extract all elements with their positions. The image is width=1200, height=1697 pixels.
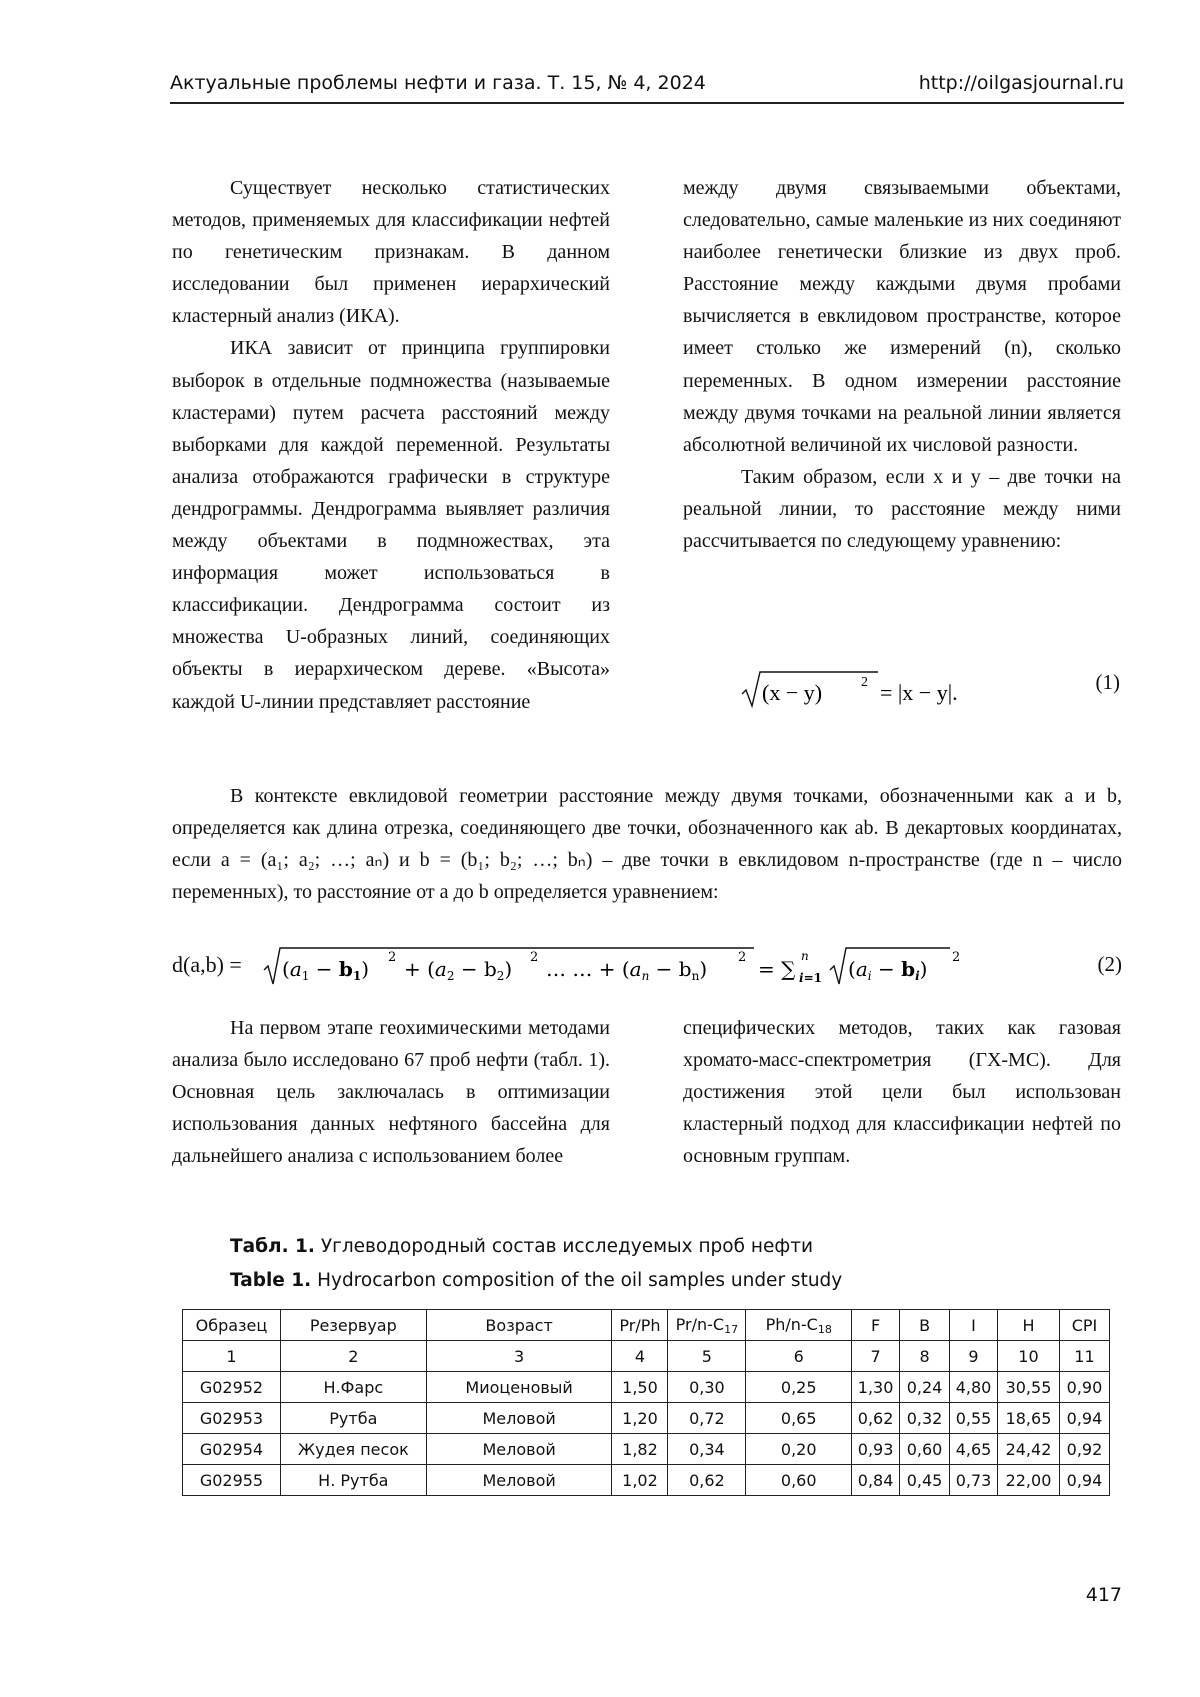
table-cell: 0,65 bbox=[746, 1403, 852, 1434]
table-cell: 0,60 bbox=[900, 1434, 950, 1465]
table-cell: Меловой bbox=[426, 1434, 612, 1465]
paragraph: специфических методов, таких как газовая хромато-масс-спектрометрия (ГХ-МС). Для достижения этой цели был использован кластерный подход для классификации нефтей по основным группам. bbox=[683, 1017, 1121, 1168]
column-header: B bbox=[900, 1310, 950, 1341]
svg-text:(ai − bi): $(a_i - b_i)$ bbox=[848, 957, 928, 983]
table-cell: 0,24 bbox=[900, 1372, 950, 1403]
table-cell: 0,84 bbox=[852, 1465, 900, 1496]
equation-1-formula bbox=[740, 668, 960, 710]
column-header: Резервуар bbox=[280, 1310, 426, 1341]
paragraph: В контексте евклидовой геометрии расстояние между двумя точками, обозначенными как a и b, определяется как длина отрезка, соединяющего две точки, обозначенного как ab. В декартовых координатах, если a = (a₁; a₂; …; aₙ) и b = (b₁; b₂; …; bₙ) – две точки в евклидовом n-пространстве (где n – число переменных), то расстояние от a до b определяется уравнением: bbox=[172, 785, 1122, 904]
running-header bbox=[170, 72, 1124, 104]
table-cell: 4,65 bbox=[950, 1434, 998, 1465]
svg-text:= |x − y|.: = |x − y|. bbox=[880, 680, 958, 705]
table-cell: 4,80 bbox=[950, 1372, 998, 1403]
table-cell: 0,60 bbox=[746, 1465, 852, 1496]
caption-text: Hydrocarbon composition of the oil samples under study bbox=[311, 1270, 843, 1291]
table-cell: 0,25 bbox=[746, 1372, 852, 1403]
table-cell: 0,92 bbox=[1059, 1434, 1109, 1465]
table-cell: 0,62 bbox=[852, 1403, 900, 1434]
table-cell: Н.Фарс bbox=[280, 1372, 426, 1403]
equation-1 bbox=[740, 664, 1120, 710]
page-number: 417 bbox=[1085, 1584, 1122, 1606]
right-column-lower bbox=[683, 1012, 1121, 1172]
table-cell: 22,00 bbox=[998, 1465, 1060, 1496]
left-column-upper bbox=[172, 172, 610, 718]
svg-text:n: n bbox=[801, 949, 809, 963]
table-cell: G02952 bbox=[183, 1372, 281, 1403]
column-number: 11 bbox=[1059, 1341, 1109, 1372]
table-row bbox=[183, 1403, 1110, 1434]
journal-title: Актуальные проблемы нефти и газа. Т. 15, № 4, 2024 bbox=[170, 72, 706, 94]
svg-text:= ∑: = ∑ bbox=[758, 957, 796, 981]
table-cell: 0,72 bbox=[668, 1403, 746, 1434]
table-cell: 0,93 bbox=[852, 1434, 900, 1465]
column-number: 7 bbox=[852, 1341, 900, 1372]
table-cell: 1,20 bbox=[612, 1403, 668, 1434]
svg-text:… … + (an − bn): … … + $(a_n - b_n)$ bbox=[546, 957, 708, 983]
paragraph: между двумя связываемыми объектами, следовательно, самые маленькие из них соединяют наиболее генетически близкие из двух проб. Расстояние между каждыми двумя пробами вычисляется в евклидовом пространстве, которое имеет столько же измерений (n), сколько переменных. В одном измерении расстояние между двумя точками на реальной линии является абсолютной величиной их числовой разности. bbox=[683, 177, 1121, 456]
table-cell: 0,34 bbox=[668, 1434, 746, 1465]
full-width-paragraph bbox=[172, 780, 1122, 908]
column-header: H bbox=[998, 1310, 1060, 1341]
table-cell: 0,20 bbox=[746, 1434, 852, 1465]
table-cell: Жудея песок bbox=[280, 1434, 426, 1465]
table-cell: 24,42 bbox=[998, 1434, 1060, 1465]
table-cell: 0,30 bbox=[668, 1372, 746, 1403]
table-cell: G02954 bbox=[183, 1434, 281, 1465]
equation-2 bbox=[172, 944, 1122, 988]
svg-text:2: 2 bbox=[952, 950, 961, 965]
column-number: 5 bbox=[668, 1341, 746, 1372]
table-cell: 1,82 bbox=[612, 1434, 668, 1465]
table-row bbox=[183, 1465, 1110, 1496]
svg-text:+ (a2 − b2): + $(a_2 - b_2)$ bbox=[404, 957, 513, 983]
column-header: $Ph/n-C_{18}$ bbox=[746, 1310, 852, 1341]
table-header-row bbox=[183, 1310, 1110, 1341]
column-header: Возраст bbox=[426, 1310, 612, 1341]
table-cell: 18,65 bbox=[998, 1403, 1060, 1434]
table-cell: 1,50 bbox=[612, 1372, 668, 1403]
table-cell: 0,94 bbox=[1059, 1465, 1109, 1496]
caption-text: Углеводородный состав исследуемых проб нефти bbox=[314, 1236, 814, 1257]
table-caption-en bbox=[230, 1270, 842, 1291]
table-cell: 0,55 bbox=[950, 1403, 998, 1434]
table-row bbox=[183, 1434, 1110, 1465]
paragraph: ИКА зависит от принципа группировки выборок в отдельные подмножества (называемые кластерами) путем расчета расстояний между выборками для каждой переменной. Результаты анализа отображаются графически в структуре дендрограммы. Дендрограмма выявляет различия между объектами в подмножествах, эта информация может использоваться в классификации. Дендрограмма состоит из множества U-образных линий, соединяющих объекты в иерархическом дереве. «Высота» каждой U-линии представляет расстояние bbox=[172, 337, 610, 713]
table-cell: Меловой bbox=[426, 1403, 612, 1434]
column-number: 8 bbox=[900, 1341, 950, 1372]
table-cell: Миоценовый bbox=[426, 1372, 612, 1403]
column-number-row bbox=[183, 1341, 1110, 1372]
left-column-lower bbox=[172, 1012, 610, 1172]
paragraph: На первом этапе геохимическими методами анализа было исследовано 67 проб нефти (табл. 1). Основная цель заключалась в оптимизации использования данных нефтяного бассейна для дальнейшего анализа с использованием более bbox=[172, 1017, 610, 1168]
table-cell: 0,90 bbox=[1059, 1372, 1109, 1403]
table-cell: 30,55 bbox=[998, 1372, 1060, 1403]
column-number: 6 bbox=[746, 1341, 852, 1372]
column-number: 1 bbox=[183, 1341, 281, 1372]
column-number: 2 bbox=[280, 1341, 426, 1372]
journal-url[interactable]: http://oilgasjournal.ru bbox=[918, 72, 1124, 94]
column-number: 9 bbox=[950, 1341, 998, 1372]
svg-text:(x − y): (x − y) bbox=[762, 680, 823, 705]
paragraph: Существует несколько статистических методов, применяемых для классификации нефтей по генетическим признакам. В данном исследовании был применен иерархический кластерный анализ (ИКА). bbox=[172, 177, 610, 328]
table-cell: 1,30 bbox=[852, 1372, 900, 1403]
table-cell: Рутба bbox=[280, 1403, 426, 1434]
hydrocarbon-table bbox=[182, 1309, 1110, 1496]
column-number: 3 bbox=[426, 1341, 612, 1372]
equation-number: (1) bbox=[1095, 670, 1120, 694]
svg-text:2: 2 bbox=[861, 675, 868, 690]
equation-2-lhs: d(a,b) = bbox=[172, 952, 242, 977]
svg-text:2: 2 bbox=[738, 950, 747, 965]
column-header: Образец bbox=[183, 1310, 281, 1341]
column-header: $Pr/n-C_{17}$ bbox=[668, 1310, 746, 1341]
svg-text:2: 2 bbox=[530, 950, 539, 965]
equation-2-formula bbox=[262, 944, 982, 988]
column-header: Pr/Ph bbox=[612, 1310, 668, 1341]
table-cell: 1,02 bbox=[612, 1465, 668, 1496]
column-number: 10 bbox=[998, 1341, 1060, 1372]
table-cell: G02955 bbox=[183, 1465, 281, 1496]
caption-label: Table 1. bbox=[230, 1270, 312, 1291]
paragraph: Таким образом, если x и y – две точки на реальной линии, то расстояние между ними рассчитывается по следующему уравнению: bbox=[683, 465, 1121, 553]
table-row bbox=[183, 1372, 1110, 1403]
equation-number: (2) bbox=[1097, 952, 1122, 976]
svg-text:i=1: i=1 bbox=[799, 971, 822, 985]
column-header: CPI bbox=[1059, 1310, 1109, 1341]
svg-text:(a1 − b1): $(a_1 - b_1)$ bbox=[282, 957, 370, 983]
table-caption-ru bbox=[230, 1236, 813, 1257]
table-cell: Меловой bbox=[426, 1465, 612, 1496]
column-header: F bbox=[852, 1310, 900, 1341]
svg-text:2: 2 bbox=[388, 950, 397, 965]
table-cell: 0,94 bbox=[1059, 1403, 1109, 1434]
table-cell: 0,62 bbox=[668, 1465, 746, 1496]
right-column-upper bbox=[683, 172, 1121, 557]
caption-label: Табл. 1. bbox=[230, 1236, 315, 1257]
column-header: I bbox=[950, 1310, 998, 1341]
column-number: 4 bbox=[612, 1341, 668, 1372]
table-cell: 0,45 bbox=[900, 1465, 950, 1496]
table-cell: Н. Рутба bbox=[280, 1465, 426, 1496]
table-cell: 0,73 bbox=[950, 1465, 998, 1496]
table-cell: 0,32 bbox=[900, 1403, 950, 1434]
table-cell: G02953 bbox=[183, 1403, 281, 1434]
